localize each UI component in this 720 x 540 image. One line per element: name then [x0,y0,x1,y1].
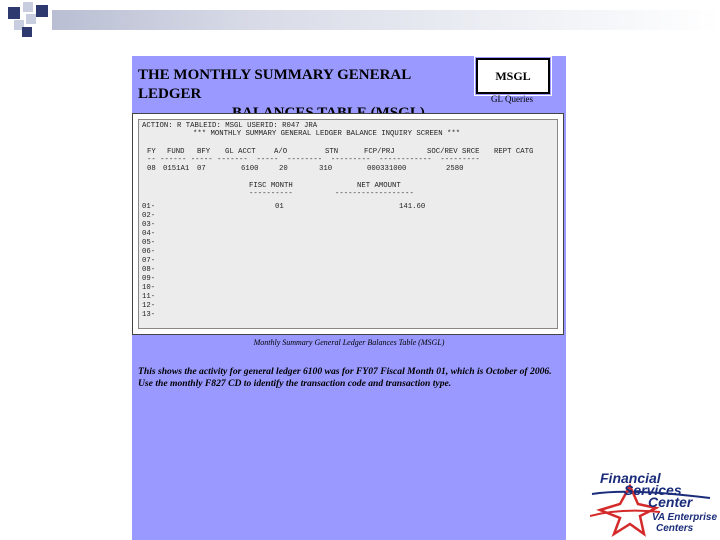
terminal-screen [138,119,558,329]
logo-line-centers: Centers [656,523,694,534]
net-amount-header: NET AMOUNT [357,182,401,190]
record-fcp-prj: 000331000 [367,165,407,173]
col-header-ao: A/O [274,148,288,156]
record-gl-acct: 6100 [241,165,259,173]
month-row: 09- [142,275,156,283]
slide-description: This shows the activity for general ledger 6100 was for FY07 Fiscal Month 01, which is October of 2006. Use the monthly F827 CD to identify the transaction code and transaction type. [138,366,552,389]
deco-square [22,27,32,37]
msgl-badge: MSGL [476,58,550,94]
fisc-month-underline: ---------- [249,190,293,198]
col-header-bfy: BFY [197,148,211,156]
col-header-fy: FY [147,148,156,156]
slide-title-line1: THE MONTHLY SUMMARY GENERAL LEDGER [138,67,411,102]
record-stn: 310 [319,165,333,173]
terminal-screen-title: *** MONTHLY SUMMARY GENERAL LEDGER BALANCE INQUIRY SCREEN *** [193,130,461,138]
fsc-logo [590,468,720,540]
header-gradient-band [52,10,720,30]
record-fy: 08 [147,165,156,173]
fisc-month-header: FISC MONTH [249,182,293,190]
col-header-fcp-prj: FCP/PRJ [364,148,395,156]
deco-square [23,2,33,12]
detail-month: 01 [275,203,284,211]
col-header-gl-acct: GL ACCT [225,148,256,156]
month-row: 01- [142,203,156,211]
col-header-fund: FUND [167,148,185,156]
column-underline: -- ------ ----- ------- ----- -------- --------- ------------ --------- [147,156,480,164]
month-row: 02- [142,212,156,220]
record-bfy: 07 [197,165,206,173]
month-row: 08- [142,266,156,274]
record-fund: 0151A1 [163,165,190,173]
col-header-soc-rev: SOC/REV SRCE [427,148,480,156]
month-row: 10- [142,284,156,292]
month-row: 06- [142,248,156,256]
logo-line-financial: Financial [600,470,661,486]
month-row: 03- [142,221,156,229]
logo-line-services: Services [624,482,682,498]
deco-square [8,7,20,19]
record-soc-rev: 2580 [446,165,464,173]
month-row: 12- [142,302,156,310]
detail-amount: 141.60 [399,203,426,211]
month-row: 13- [142,311,156,319]
deco-square [36,5,48,17]
terminal-header-line: ACTION: R TABLEID: MSGL USERID: R047 JRA [142,122,318,130]
figure-caption: Monthly Summary General Ledger Balances Table (MSGL) [253,338,445,347]
logo-line-va-enterprise: VA Enterprise [652,512,718,523]
msgl-badge-caption: GL Queries [491,94,533,104]
month-row: 04- [142,230,156,238]
net-amount-underline: ------------------ [335,190,414,198]
deco-square [26,14,36,24]
col-header-stn: STN [325,148,339,156]
col-header-rept-catg: REPT CATG [494,148,534,156]
month-row: 11- [142,293,156,301]
month-row: 05- [142,239,156,247]
terminal-screenshot [132,113,564,335]
decorative-header [0,0,720,40]
logo-line-center: Center [648,494,693,510]
month-row: 07- [142,257,156,265]
record-ao: 20 [279,165,288,173]
